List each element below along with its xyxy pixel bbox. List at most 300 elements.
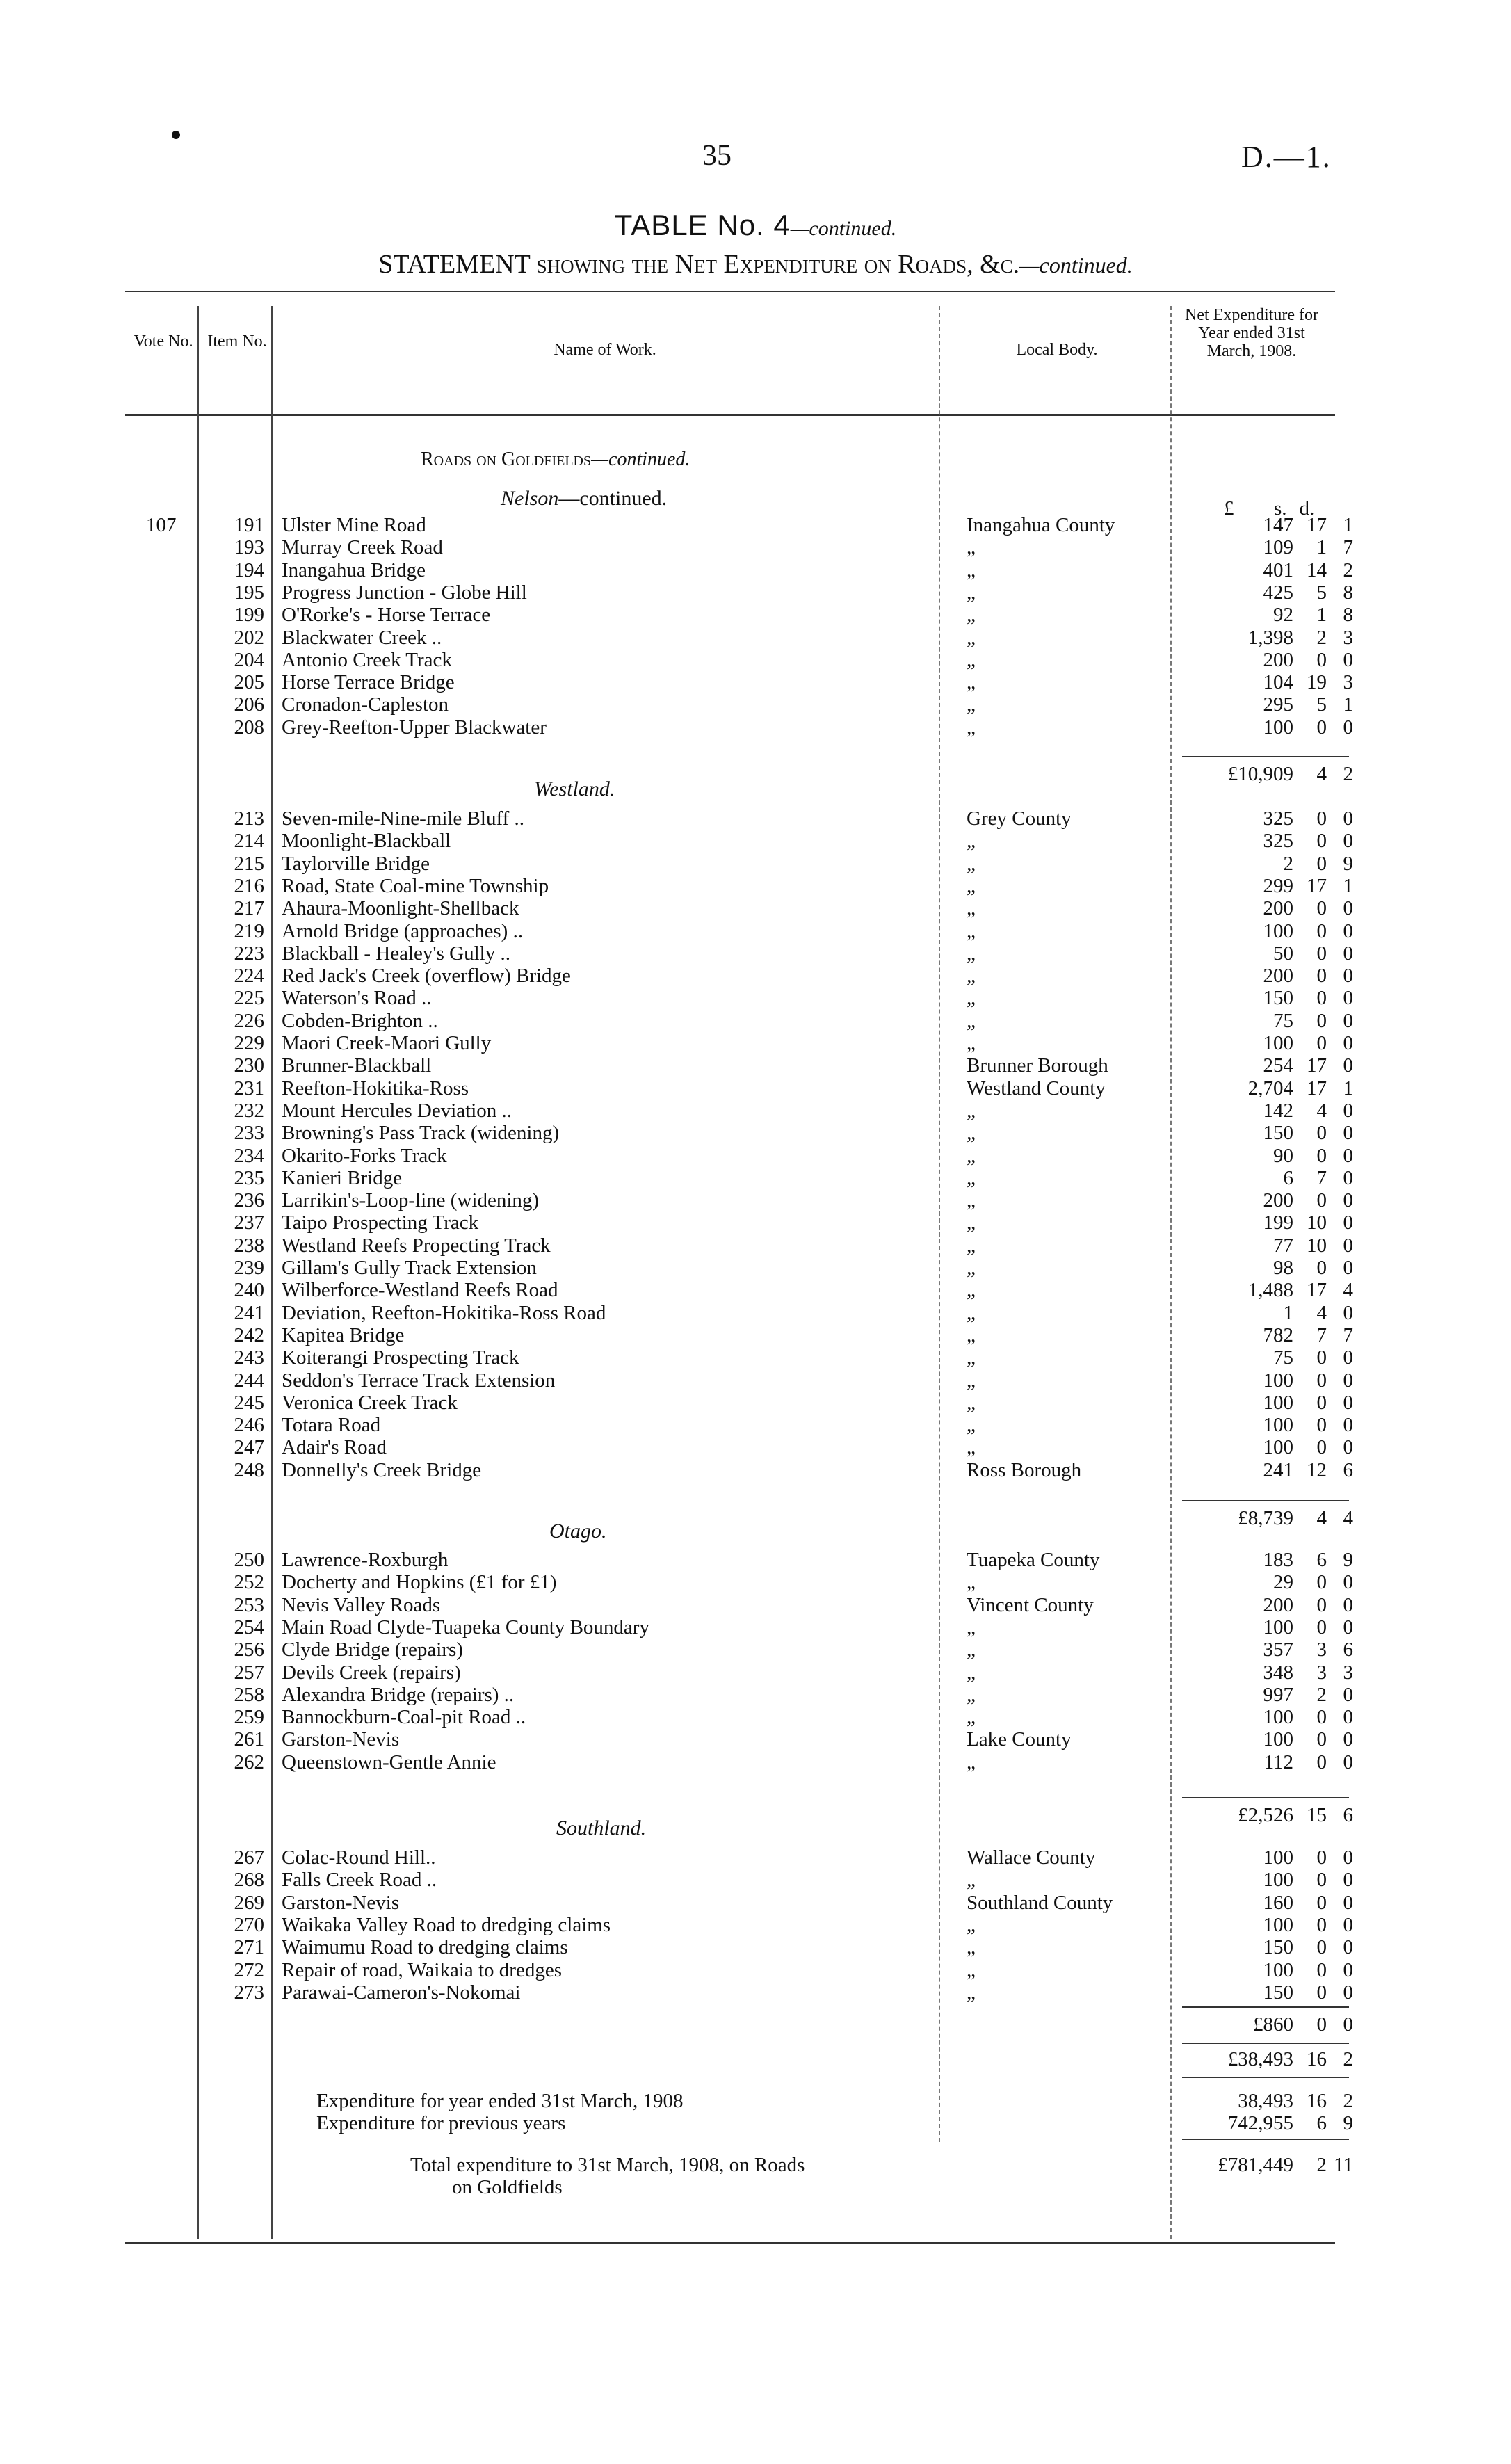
work-name: Garston-Nevis xyxy=(282,1891,400,1914)
item-number: 193 xyxy=(234,536,264,559)
amount-shillings: 5 xyxy=(1316,693,1327,716)
amount-pounds: 200 xyxy=(1263,1593,1293,1616)
table-bottom-rule xyxy=(125,2242,1335,2244)
amount-shillings: 17 xyxy=(1307,514,1327,536)
amount-shillings: 0 xyxy=(1316,1571,1327,1594)
item-number: 191 xyxy=(234,514,264,536)
grand-total-bottom-rule xyxy=(1182,2077,1349,2078)
amount-shillings: 0 xyxy=(1316,1414,1327,1437)
summary-pounds: 38,493 xyxy=(1238,2090,1293,2112)
amount-pence: 0 xyxy=(1343,965,1353,988)
amount-shillings: 0 xyxy=(1316,1189,1327,1212)
amount-pence: 0 xyxy=(1343,1009,1353,1032)
local-body: „ xyxy=(967,716,976,739)
work-name: Nevis Valley Roads xyxy=(282,1593,441,1616)
amount-pence: 0 xyxy=(1343,1728,1353,1751)
amount-shillings: 0 xyxy=(1316,830,1327,853)
amount-pence: 7 xyxy=(1343,1323,1353,1346)
local-body: „ xyxy=(967,1234,976,1257)
local-body: „ xyxy=(967,1869,976,1892)
local-body: „ xyxy=(967,987,976,1010)
amount-pounds: 200 xyxy=(1263,965,1293,988)
work-name: Arnold Bridge (approaches) .. xyxy=(282,919,524,942)
amount-pence: 0 xyxy=(1343,1032,1353,1054)
local-body: „ xyxy=(967,581,976,604)
item-number: 253 xyxy=(234,1593,264,1616)
work-name: Parawai-Cameron's-Nokomai xyxy=(282,1981,521,2004)
amount-pounds: 1,488 xyxy=(1247,1279,1293,1302)
amount-shillings: 0 xyxy=(1316,1616,1327,1638)
amount-pounds: 997 xyxy=(1263,1683,1293,1706)
amount-pence: 0 xyxy=(1343,1166,1353,1189)
work-name: Red Jack's Creek (overflow) Bridge xyxy=(282,965,571,988)
item-number: 244 xyxy=(234,1369,264,1392)
currency-pounds: £ xyxy=(1224,497,1234,520)
amount-shillings: 0 xyxy=(1316,1936,1327,1959)
amount-pounds: 100 xyxy=(1263,1616,1293,1638)
table-row xyxy=(0,1369,1511,1392)
region-heading xyxy=(549,1520,607,1543)
item-number: 234 xyxy=(234,1144,264,1167)
amount-pounds: 2 xyxy=(1283,852,1293,875)
table-row xyxy=(0,514,1511,536)
table-row xyxy=(0,1892,1511,1914)
local-body: „ xyxy=(967,942,976,965)
table-row xyxy=(0,1167,1511,1189)
local-body: „ xyxy=(967,1144,976,1167)
table-row xyxy=(0,716,1511,739)
amount-pounds: 2,704 xyxy=(1247,1077,1293,1100)
amount-pence: 2 xyxy=(1343,558,1353,581)
local-body: „ xyxy=(967,1323,976,1346)
local-body: „ xyxy=(967,1391,976,1414)
table-row xyxy=(0,1549,1511,1571)
table-row xyxy=(0,1571,1511,1593)
final-total-label-continued: on Goldfields xyxy=(452,2176,563,2198)
amount-shillings: 4 xyxy=(1316,1099,1327,1122)
subtotal-shillings: 0 xyxy=(1316,2013,1327,2036)
item-number: 202 xyxy=(234,626,264,649)
amount-shillings: 12 xyxy=(1307,1458,1327,1481)
amount-pounds: 183 xyxy=(1263,1549,1293,1571)
item-number: 224 xyxy=(234,965,264,988)
table-row xyxy=(0,649,1511,671)
table-row xyxy=(0,1594,1511,1616)
table-row xyxy=(0,920,1511,942)
item-number: 247 xyxy=(234,1436,264,1459)
subtotal-pence: 4 xyxy=(1343,1507,1353,1529)
table-row xyxy=(0,1302,1511,1324)
amount-pence: 0 xyxy=(1343,919,1353,942)
amount-pence: 0 xyxy=(1343,648,1353,671)
work-name: Gillam's Gully Track Extension xyxy=(282,1257,537,1279)
amount-shillings: 7 xyxy=(1316,1166,1327,1189)
table-row xyxy=(0,1869,1511,1891)
work-name: Adair's Road xyxy=(282,1436,387,1459)
work-name: Docherty and Hopkins (£1 for £1) xyxy=(282,1571,557,1594)
work-name: Seddon's Terrace Track Extension xyxy=(282,1369,556,1392)
table-title-text: TABLE No. 4 xyxy=(614,209,791,241)
amount-pounds: 150 xyxy=(1263,1936,1293,1959)
work-name: Lawrence-Roxburgh xyxy=(282,1549,449,1571)
local-body: „ xyxy=(967,1913,976,1936)
work-name: Queenstown-Gentle Annie xyxy=(282,1750,496,1773)
amount-pence: 1 xyxy=(1343,693,1353,716)
currency-shillings: s. xyxy=(1274,497,1287,520)
amount-pounds: 100 xyxy=(1263,1728,1293,1751)
amount-pounds: 100 xyxy=(1263,1032,1293,1054)
item-number: 219 xyxy=(234,919,264,942)
item-number: 273 xyxy=(234,1981,264,2004)
region-subtotal xyxy=(0,2013,1511,2036)
amount-pence: 0 xyxy=(1343,1683,1353,1706)
local-body: „ xyxy=(967,1257,976,1279)
amount-pounds: 199 xyxy=(1263,1211,1293,1234)
amount-shillings: 0 xyxy=(1316,987,1327,1010)
table-row xyxy=(0,1324,1511,1346)
item-number: 262 xyxy=(234,1750,264,1773)
amount-pounds: 348 xyxy=(1263,1661,1293,1684)
work-name: Blackwater Creek .. xyxy=(282,626,442,649)
table-row xyxy=(0,942,1511,965)
item-number: 214 xyxy=(234,830,264,853)
local-body: Grey County xyxy=(967,807,1072,830)
item-number: 252 xyxy=(234,1571,264,1594)
work-name: Brunner-Blackball xyxy=(282,1054,432,1077)
amount-shillings: 0 xyxy=(1316,1391,1327,1414)
column-header-body: Local Body. xyxy=(1016,341,1098,359)
final-total-pounds: £781,449 xyxy=(1218,2154,1293,2176)
amount-shillings: 0 xyxy=(1316,716,1327,739)
amount-pence: 0 xyxy=(1343,1099,1353,1122)
amount-pence: 0 xyxy=(1343,1571,1353,1594)
table-row xyxy=(0,1257,1511,1279)
table-row xyxy=(0,1054,1511,1077)
table-row xyxy=(0,1100,1511,1122)
amount-shillings: 0 xyxy=(1316,1346,1327,1369)
amount-shillings: 0 xyxy=(1316,1593,1327,1616)
item-number: 206 xyxy=(234,693,264,716)
table-row xyxy=(0,1959,1511,1981)
item-number: 216 xyxy=(234,874,264,897)
page-number: 35 xyxy=(702,140,732,172)
item-number: 230 xyxy=(234,1054,264,1077)
table-row xyxy=(0,1414,1511,1436)
item-number: 241 xyxy=(234,1301,264,1324)
column-header-item: Item No. xyxy=(207,332,267,351)
local-body: „ xyxy=(967,852,976,875)
region-heading xyxy=(534,778,615,801)
amount-pounds: 150 xyxy=(1263,1122,1293,1145)
item-number: 258 xyxy=(234,1683,264,1706)
work-name: Blackball - Healey's Gully .. xyxy=(282,942,510,965)
item-number: 223 xyxy=(234,942,264,965)
amount-pence: 8 xyxy=(1343,581,1353,604)
column-header-name: Name of Work. xyxy=(554,341,656,359)
amount-shillings: 6 xyxy=(1316,1549,1327,1571)
item-number: 250 xyxy=(234,1549,264,1571)
region-heading xyxy=(501,487,667,510)
table-row xyxy=(0,559,1511,581)
work-name: Cronadon-Capleston xyxy=(282,693,449,716)
table-row xyxy=(0,671,1511,693)
item-number: 257 xyxy=(234,1661,264,1684)
subtotal-pounds: £8,739 xyxy=(1238,1507,1293,1529)
amount-pence: 0 xyxy=(1343,1211,1353,1234)
amount-pounds: 29 xyxy=(1273,1571,1293,1594)
item-number: 254 xyxy=(234,1616,264,1638)
amount-pounds: 77 xyxy=(1273,1234,1293,1257)
work-name: Bannockburn-Coal-pit Road .. xyxy=(282,1706,526,1729)
work-name: Larrikin's-Loop-line (widening) xyxy=(282,1189,540,1212)
column-header-net-expenditure: Net Expenditure for Year ended 31st March, 1908. xyxy=(1185,306,1318,360)
item-number: 267 xyxy=(234,1846,264,1869)
amount-pounds: 104 xyxy=(1263,671,1293,694)
amount-pounds: 425 xyxy=(1263,581,1293,604)
amount-pence: 0 xyxy=(1343,1144,1353,1167)
amount-shillings: 0 xyxy=(1316,1981,1327,2004)
amount-pence: 0 xyxy=(1343,987,1353,1010)
work-name: Progress Junction - Globe Hill xyxy=(282,581,527,604)
work-name: Taipo Prospecting Track xyxy=(282,1211,479,1234)
amount-shillings: 3 xyxy=(1316,1661,1327,1684)
subtotal-rule xyxy=(1182,1797,1349,1798)
local-body: „ xyxy=(967,693,976,716)
amount-pounds: 100 xyxy=(1263,1436,1293,1459)
work-name: Repair of road, Waikaia to dredges xyxy=(282,1958,562,1981)
amount-pounds: 90 xyxy=(1273,1144,1293,1167)
amount-pence: 0 xyxy=(1343,1122,1353,1145)
amount-pounds: 100 xyxy=(1263,1869,1293,1892)
amount-pounds: 160 xyxy=(1263,1891,1293,1914)
summary-label: Expenditure for year ended 31st March, 1908 xyxy=(316,2090,684,2112)
region-subtotal xyxy=(0,1804,1511,1826)
work-name: Westland Reefs Propecting Track xyxy=(282,1234,551,1257)
local-body: „ xyxy=(967,1211,976,1234)
local-body: „ xyxy=(967,1616,976,1638)
local-body: „ xyxy=(967,1981,976,2004)
summary-label: Expenditure for previous years xyxy=(316,2112,566,2134)
item-number: 233 xyxy=(234,1122,264,1145)
table-row xyxy=(0,1728,1511,1750)
amount-pence: 8 xyxy=(1343,604,1353,627)
amount-pence: 0 xyxy=(1343,1981,1353,2004)
local-body: „ xyxy=(967,1936,976,1959)
table-row xyxy=(0,807,1511,830)
item-number: 194 xyxy=(234,558,264,581)
summary-shillings: 16 xyxy=(1307,2090,1327,2112)
local-body: Southland County xyxy=(967,1891,1113,1914)
local-body: „ xyxy=(967,1638,976,1661)
work-name: Donnelly's Creek Bridge xyxy=(282,1458,482,1481)
work-name: Waterson's Road .. xyxy=(282,987,432,1010)
amount-pence: 1 xyxy=(1343,874,1353,897)
local-body: „ xyxy=(967,897,976,920)
work-name: Okarito-Forks Track xyxy=(282,1144,447,1167)
table-title-suffix: —continued. xyxy=(790,217,897,240)
local-body: „ xyxy=(967,1571,976,1594)
header-bottom-rule xyxy=(125,414,1335,416)
local-body: Vincent County xyxy=(967,1593,1094,1616)
item-number: 259 xyxy=(234,1706,264,1729)
amount-pounds: 100 xyxy=(1263,1958,1293,1981)
amount-pence: 0 xyxy=(1343,1257,1353,1279)
work-name: Cobden-Brighton .. xyxy=(282,1009,438,1032)
amount-shillings: 17 xyxy=(1307,1279,1327,1302)
work-name: Browning's Pass Track (widening) xyxy=(282,1122,560,1145)
item-number: 242 xyxy=(234,1323,264,1346)
amount-shillings: 0 xyxy=(1316,1032,1327,1054)
amount-pounds: 200 xyxy=(1263,1189,1293,1212)
amount-pounds: 200 xyxy=(1263,648,1293,671)
work-name: Grey-Reefton-Upper Blackwater xyxy=(282,716,547,739)
amount-pence: 0 xyxy=(1343,897,1353,920)
subtotal-rule xyxy=(1182,1500,1349,1501)
work-name: Kanieri Bridge xyxy=(282,1166,403,1189)
amount-pence: 7 xyxy=(1343,536,1353,559)
subtotal-rule xyxy=(1182,756,1349,757)
amount-shillings: 0 xyxy=(1316,1728,1327,1751)
amount-shillings: 0 xyxy=(1316,648,1327,671)
subtotal-shillings: 4 xyxy=(1316,1507,1327,1529)
amount-pence: 3 xyxy=(1343,671,1353,694)
item-number: 256 xyxy=(234,1638,264,1661)
table-title xyxy=(0,209,1511,243)
amount-pence: 0 xyxy=(1343,1958,1353,1981)
item-number: 261 xyxy=(234,1728,264,1751)
table-row xyxy=(0,581,1511,604)
amount-pounds: 254 xyxy=(1263,1054,1293,1077)
work-name: Alexandra Bridge (repairs) .. xyxy=(282,1683,515,1706)
amount-pounds: 100 xyxy=(1263,716,1293,739)
subtotal-pounds: £10,909 xyxy=(1227,763,1293,785)
local-body: „ xyxy=(967,604,976,627)
amount-pounds: 100 xyxy=(1263,1913,1293,1936)
local-body: „ xyxy=(967,536,976,559)
item-number: 232 xyxy=(234,1099,264,1122)
local-body: Westland County xyxy=(967,1077,1106,1100)
grand-total-pounds: £38,493 xyxy=(1227,2048,1293,2070)
amount-pounds: 150 xyxy=(1263,987,1293,1010)
item-number: 213 xyxy=(234,807,264,830)
table-row xyxy=(0,987,1511,1009)
amount-pence: 0 xyxy=(1343,1891,1353,1914)
amount-pence: 1 xyxy=(1343,514,1353,536)
amount-shillings: 3 xyxy=(1316,1638,1327,1661)
amount-pence: 0 xyxy=(1343,1054,1353,1077)
work-name: Waikaka Valley Road to dredging claims xyxy=(282,1913,611,1936)
work-name: Ahaura-Moonlight-Shellback xyxy=(282,897,519,920)
table-top-rule xyxy=(125,291,1335,292)
work-name: Colac-Round Hill.. xyxy=(282,1846,436,1869)
amount-pounds: 100 xyxy=(1263,1369,1293,1392)
table-row xyxy=(0,897,1511,919)
amount-pounds: 325 xyxy=(1263,807,1293,830)
work-name: Mount Hercules Deviation .. xyxy=(282,1099,512,1122)
region-name: Southland. xyxy=(556,1817,647,1839)
table-row xyxy=(0,1616,1511,1638)
amount-pence: 0 xyxy=(1343,1869,1353,1892)
amount-shillings: 1 xyxy=(1316,604,1327,627)
work-name: Veronica Creek Track xyxy=(282,1391,458,1414)
local-body: „ xyxy=(967,626,976,649)
local-body: „ xyxy=(967,1436,976,1459)
item-number: 225 xyxy=(234,987,264,1010)
amount-shillings: 5 xyxy=(1316,581,1327,604)
table-row xyxy=(0,1684,1511,1706)
amount-pence: 9 xyxy=(1343,1549,1353,1571)
amount-pence: 0 xyxy=(1343,942,1353,965)
subtotal-pence: 0 xyxy=(1343,2013,1353,2036)
amount-pence: 0 xyxy=(1343,830,1353,853)
amount-pence: 9 xyxy=(1343,852,1353,875)
item-number: 270 xyxy=(234,1913,264,1936)
local-body: „ xyxy=(967,1279,976,1302)
amount-shillings: 7 xyxy=(1316,1323,1327,1346)
amount-pence: 0 xyxy=(1343,1414,1353,1437)
section-heading-suffix: —continued. xyxy=(591,449,690,470)
local-body: Brunner Borough xyxy=(967,1054,1108,1077)
item-number: 248 xyxy=(234,1458,264,1481)
item-number: 231 xyxy=(234,1077,264,1100)
item-number: 268 xyxy=(234,1869,264,1892)
amount-shillings: 2 xyxy=(1316,1683,1327,1706)
work-name: Moonlight-Blackball xyxy=(282,830,451,853)
amount-shillings: 0 xyxy=(1316,897,1327,920)
table-row xyxy=(0,1077,1511,1100)
amount-shillings: 4 xyxy=(1316,1301,1327,1324)
local-body: Inangahua County xyxy=(967,514,1115,536)
amount-pence: 0 xyxy=(1343,1189,1353,1212)
item-number: 226 xyxy=(234,1009,264,1032)
amount-pounds: 241 xyxy=(1263,1458,1293,1481)
amount-pence: 0 xyxy=(1343,716,1353,739)
amount-pounds: 109 xyxy=(1263,536,1293,559)
item-number: 217 xyxy=(234,897,264,920)
column-header-vote: Vote No. xyxy=(134,332,193,351)
item-number: 272 xyxy=(234,1958,264,1981)
work-name: Clyde Bridge (repairs) xyxy=(282,1638,463,1661)
section-heading-text: Roads on Goldfields xyxy=(421,449,592,470)
table-row xyxy=(0,1981,1511,2004)
work-name: Waimumu Road to dredging claims xyxy=(282,1936,568,1959)
local-body: „ xyxy=(967,1661,976,1684)
subtotal-pounds: £2,526 xyxy=(1238,1804,1293,1826)
local-body: „ xyxy=(967,648,976,671)
item-number: 245 xyxy=(234,1391,264,1414)
amount-shillings: 2 xyxy=(1316,626,1327,649)
work-name: Falls Creek Road .. xyxy=(282,1869,437,1892)
table-row xyxy=(0,1189,1511,1211)
item-number: 243 xyxy=(234,1346,264,1369)
table-row xyxy=(0,1706,1511,1728)
amount-shillings: 1 xyxy=(1316,536,1327,559)
amount-pounds: 142 xyxy=(1263,1099,1293,1122)
amount-pounds: 150 xyxy=(1263,1981,1293,2004)
amount-shillings: 10 xyxy=(1307,1211,1327,1234)
amount-pence: 0 xyxy=(1343,1346,1353,1369)
table-row xyxy=(0,1936,1511,1958)
work-name: Ulster Mine Road xyxy=(282,514,426,536)
amount-pounds: 100 xyxy=(1263,1846,1293,1869)
amount-shillings: 0 xyxy=(1316,1369,1327,1392)
work-name: Maori Creek-Maori Gully xyxy=(282,1032,492,1054)
local-body: „ xyxy=(967,1166,976,1189)
work-name: Taylorville Bridge xyxy=(282,852,430,875)
amount-pounds: 147 xyxy=(1263,514,1293,536)
local-body: „ xyxy=(967,1683,976,1706)
grand-total-rule xyxy=(1182,2043,1349,2044)
